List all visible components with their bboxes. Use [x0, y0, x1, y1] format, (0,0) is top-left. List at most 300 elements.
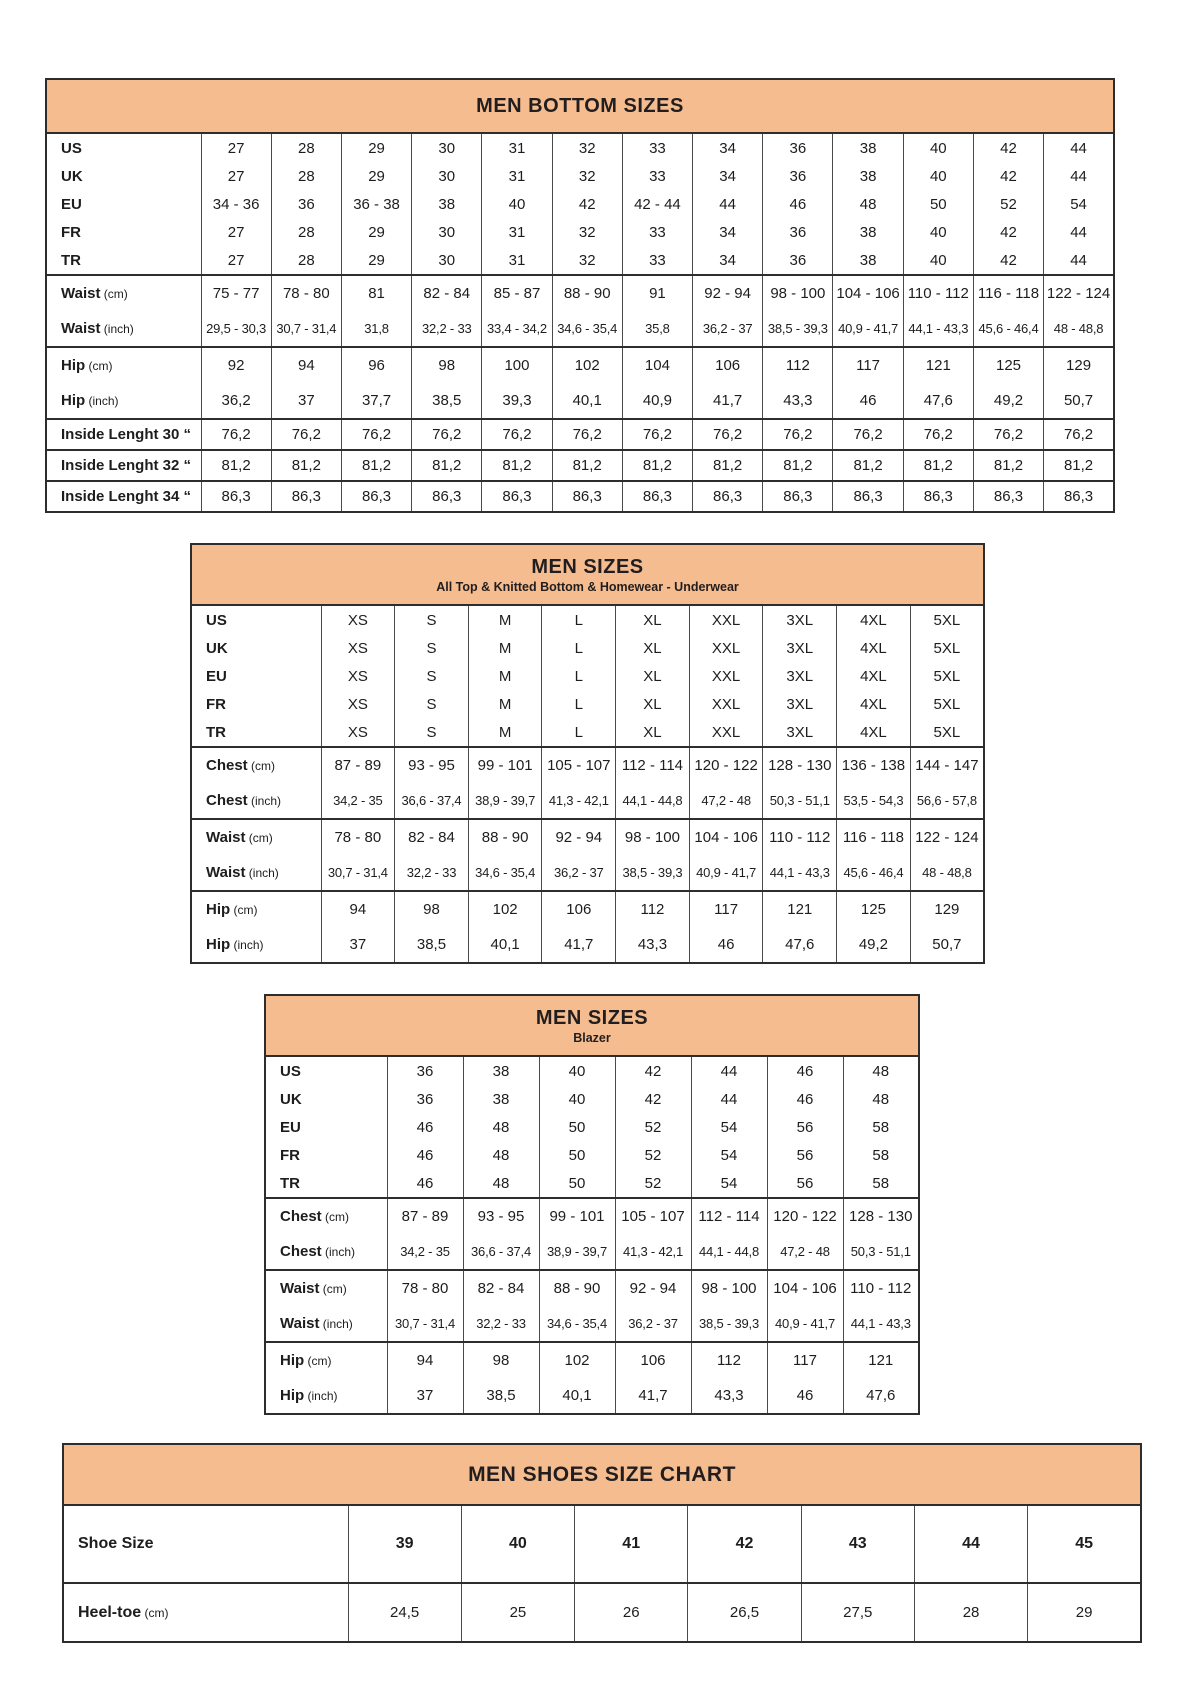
row-label	[265, 1270, 387, 1306]
row-label-text: Chest	[280, 1208, 322, 1225]
row-label	[191, 718, 321, 747]
table-cell: 30,7 - 31,4	[387, 1306, 463, 1342]
table-cell: 3XL	[763, 690, 837, 718]
size-charts-page	[0, 78, 1200, 1643]
men-sizes-tops-section	[190, 543, 1200, 964]
table-cell: 81,2	[552, 450, 622, 481]
table-cell: 128 - 130	[763, 747, 837, 783]
row-label-unit: (inch)	[304, 1389, 338, 1403]
table-cell: 52	[973, 190, 1043, 218]
table-cell: 76,2	[482, 419, 552, 450]
table-cell: 31	[482, 218, 552, 246]
row-label-unit: (inch)	[319, 1317, 353, 1331]
table-cell: 110 - 112	[903, 275, 973, 311]
table-cell: 121	[843, 1342, 919, 1378]
table-cell: 76,2	[973, 419, 1043, 450]
row-label	[46, 190, 201, 218]
row-label-text: Hip	[280, 1352, 305, 1369]
table-cell: 43,3	[616, 927, 690, 963]
table-cell: 58	[843, 1113, 919, 1141]
table-cell: 42	[552, 190, 622, 218]
table-cell: 87 - 89	[321, 747, 395, 783]
table-cell: 81,2	[693, 450, 763, 481]
table-cell: 93 - 95	[463, 1198, 539, 1234]
table-cell: 32,2 - 33	[412, 311, 482, 347]
row-label-text: Waist	[206, 829, 246, 846]
table-cell: 98 - 100	[616, 819, 690, 855]
table-cell: 43,3	[691, 1378, 767, 1414]
row-label-unit: (cm)	[321, 1210, 350, 1224]
table-cell: 34 - 36	[201, 190, 271, 218]
table-cell: 76,2	[552, 419, 622, 450]
table-row	[191, 927, 984, 963]
table-cell: 38,5 - 39,3	[691, 1306, 767, 1342]
table-cell: 112 - 114	[616, 747, 690, 783]
table-cell: 31,8	[341, 311, 411, 347]
table-cell: 54	[1044, 190, 1114, 218]
table-cell: M	[468, 662, 542, 690]
table-cell: 36	[763, 218, 833, 246]
table-cell: 81,2	[903, 450, 973, 481]
table-cell: S	[395, 662, 469, 690]
table-cell: 40	[903, 133, 973, 162]
table-cell: 41	[575, 1505, 688, 1583]
table-row	[265, 1169, 919, 1198]
table-cell: 112	[763, 347, 833, 383]
table-cell: 36,6 - 37,4	[395, 783, 469, 819]
table-cell: 36,2 - 37	[542, 855, 616, 891]
table-cell: 42	[973, 133, 1043, 162]
table-cell: 50,3 - 51,1	[843, 1234, 919, 1270]
table-cell: 86,3	[341, 481, 411, 512]
table-cell: 99 - 101	[468, 747, 542, 783]
table-cell: 38	[463, 1085, 539, 1113]
table-header	[63, 1444, 1141, 1505]
row-label-unit: (cm)	[230, 903, 258, 917]
row-label	[63, 1583, 348, 1642]
table-row	[46, 419, 1114, 450]
row-label	[191, 747, 321, 783]
row-label-text: Hip	[61, 357, 86, 374]
table-cell: 5XL	[910, 662, 984, 690]
table-cell: 4XL	[837, 690, 911, 718]
table-cell: 47,6	[763, 927, 837, 963]
table-cell: 38,9 - 39,7	[539, 1234, 615, 1270]
table-cell: 76,2	[903, 419, 973, 450]
row-label-text: Waist	[280, 1315, 320, 1332]
table-cell: 36 - 38	[341, 190, 411, 218]
row-label-text: FR	[206, 695, 226, 713]
table-cell: 42 - 44	[622, 190, 692, 218]
table-cell: S	[395, 634, 469, 662]
table-cell: 34	[693, 246, 763, 275]
table-cell: M	[468, 634, 542, 662]
table-cell: 3XL	[763, 605, 837, 634]
row-label-text: US	[61, 139, 82, 157]
table-cell: 81,2	[833, 450, 903, 481]
table-cell: 82 - 84	[395, 819, 469, 855]
table-cell: 42	[973, 162, 1043, 190]
table-cell: 94	[271, 347, 341, 383]
table-cell: 27	[201, 133, 271, 162]
table-cell: 36	[763, 133, 833, 162]
table-cell: 94	[321, 891, 395, 927]
row-label-text: EU	[61, 195, 82, 213]
table-cell: 78 - 80	[321, 819, 395, 855]
table-cell: M	[468, 605, 542, 634]
table-cell: 36,6 - 37,4	[463, 1234, 539, 1270]
table-title: MEN SIZES	[535, 1006, 649, 1029]
table-cell: 26	[575, 1583, 688, 1642]
table-cell: 40,9 - 41,7	[689, 855, 763, 891]
table-cell: 104 - 106	[689, 819, 763, 855]
row-label-text: Chest	[206, 792, 248, 809]
table-cell: 50	[539, 1113, 615, 1141]
row-label-text: UK	[280, 1090, 302, 1108]
table-cell: 36,2 - 37	[615, 1306, 691, 1342]
table-cell: 54	[691, 1113, 767, 1141]
table-cell: 26,5	[688, 1583, 801, 1642]
table-cell: 29	[1028, 1583, 1141, 1642]
table-cell: 38,5 - 39,3	[763, 311, 833, 347]
table-cell: 28	[914, 1583, 1027, 1642]
table-cell: 91	[622, 275, 692, 311]
table-cell: 86,3	[1044, 481, 1114, 512]
table-cell: 40	[539, 1056, 615, 1085]
table-row	[191, 634, 984, 662]
table-cell: 48 - 48,8	[910, 855, 984, 891]
table-cell: 81,2	[201, 450, 271, 481]
table-cell: S	[395, 605, 469, 634]
table-cell: 45,6 - 46,4	[973, 311, 1043, 347]
table-cell: 50	[903, 190, 973, 218]
table-cell: 5XL	[910, 690, 984, 718]
row-label-text: Shoe Size	[78, 1535, 154, 1552]
table-cell: 38	[833, 162, 903, 190]
row-label-unit: (inch)	[245, 866, 279, 880]
table-row	[191, 819, 984, 855]
table-row	[265, 1085, 919, 1113]
row-label-text: Chest	[280, 1243, 322, 1260]
table-cell: XL	[616, 718, 690, 747]
table-cell: 34	[693, 133, 763, 162]
table-cell: 81	[341, 275, 411, 311]
row-label	[265, 1378, 387, 1414]
table-cell: 48	[833, 190, 903, 218]
row-label-text: US	[206, 611, 227, 629]
table-cell: XXL	[689, 690, 763, 718]
row-label	[46, 218, 201, 246]
row-label	[265, 1198, 387, 1234]
table-cell: XS	[321, 718, 395, 747]
row-label-text: Inside Lenght 34 “	[61, 488, 192, 505]
table-cell: XL	[616, 690, 690, 718]
table-cell: 100	[482, 347, 552, 383]
table-cell: 102	[468, 891, 542, 927]
men-sizes-tops-table	[190, 543, 985, 964]
table-cell: 36	[271, 190, 341, 218]
table-cell: 35,8	[622, 311, 692, 347]
table-row	[46, 347, 1114, 383]
table-cell: 28	[271, 133, 341, 162]
table-cell: 38	[833, 246, 903, 275]
table-cell: XL	[616, 662, 690, 690]
row-label	[265, 1085, 387, 1113]
row-label	[191, 927, 321, 963]
table-cell: 4XL	[837, 662, 911, 690]
table-cell: 44	[1044, 246, 1114, 275]
table-cell: 3XL	[763, 634, 837, 662]
table-cell: 52	[615, 1141, 691, 1169]
men-bottom-sizes-section	[45, 78, 1200, 513]
row-label-text: US	[280, 1062, 301, 1080]
table-cell: 125	[973, 347, 1043, 383]
table-row	[191, 891, 984, 927]
table-cell: 34	[693, 162, 763, 190]
table-cell: XXL	[689, 662, 763, 690]
table-cell: XXL	[689, 605, 763, 634]
row-label-text: TR	[280, 1174, 300, 1192]
table-row	[265, 1270, 919, 1306]
table-cell: 121	[903, 347, 973, 383]
table-cell: 36	[387, 1085, 463, 1113]
row-label	[46, 133, 201, 162]
table-header	[191, 544, 984, 605]
row-label-unit: (cm)	[141, 1605, 169, 1620]
row-label-text: Waist	[61, 285, 101, 302]
table-row	[46, 190, 1114, 218]
table-cell: XL	[616, 634, 690, 662]
table-title: MEN SHOES SIZE CHART	[468, 1462, 736, 1486]
table-cell: 41,7	[693, 383, 763, 419]
table-cell: 86,3	[482, 481, 552, 512]
row-label-text: Hip	[206, 901, 231, 918]
table-cell: 40,1	[539, 1378, 615, 1414]
row-label-unit: (cm)	[304, 1354, 332, 1368]
row-label	[191, 605, 321, 634]
table-cell: 48	[843, 1085, 919, 1113]
table-cell: 44,1 - 43,3	[903, 311, 973, 347]
table-cell: 31	[482, 162, 552, 190]
table-row	[191, 855, 984, 891]
table-cell: 78 - 80	[387, 1270, 463, 1306]
row-label-text: Hip	[280, 1387, 305, 1404]
row-label	[191, 662, 321, 690]
table-row	[191, 747, 984, 783]
table-cell: 54	[691, 1141, 767, 1169]
row-label	[46, 311, 201, 347]
men-sizes-blazer-section	[264, 994, 1200, 1415]
table-cell: 5XL	[910, 718, 984, 747]
table-cell: 30,7 - 31,4	[321, 855, 395, 891]
table-cell: 39	[348, 1505, 461, 1583]
table-cell: 28	[271, 218, 341, 246]
table-cell: 5XL	[910, 605, 984, 634]
table-cell: 25	[461, 1583, 574, 1642]
table-cell: 86,3	[622, 481, 692, 512]
table-cell: 39,3	[482, 383, 552, 419]
table-cell: XS	[321, 605, 395, 634]
table-cell: 33	[622, 162, 692, 190]
table-cell: 96	[341, 347, 411, 383]
table-cell: 117	[689, 891, 763, 927]
row-label-text: FR	[280, 1146, 300, 1164]
row-label-text: UK	[61, 167, 83, 185]
table-cell: 43	[801, 1505, 914, 1583]
table-cell: 24,5	[348, 1583, 461, 1642]
table-cell: 92 - 94	[615, 1270, 691, 1306]
table-cell: 44	[914, 1505, 1027, 1583]
men-sizes-blazer-table	[264, 994, 920, 1415]
table-cell: 3XL	[763, 662, 837, 690]
table-cell: 43,3	[763, 383, 833, 419]
row-label	[265, 1234, 387, 1270]
row-label-text: Chest	[206, 757, 248, 774]
table-cell: 86,3	[763, 481, 833, 512]
table-cell: 48 - 48,8	[1044, 311, 1114, 347]
table-cell: 98 - 100	[763, 275, 833, 311]
table-cell: 122 - 124	[1044, 275, 1114, 311]
table-cell: 40	[903, 246, 973, 275]
table-cell: 46	[767, 1378, 843, 1414]
table-row	[46, 450, 1114, 481]
table-cell: 48	[843, 1056, 919, 1085]
table-cell: 34,2 - 35	[321, 783, 395, 819]
table-cell: 33	[622, 246, 692, 275]
table-cell: 42	[973, 218, 1043, 246]
table-cell: 76,2	[341, 419, 411, 450]
table-cell: 120 - 122	[689, 747, 763, 783]
table-cell: 76,2	[833, 419, 903, 450]
table-cell: 76,2	[412, 419, 482, 450]
table-cell: 54	[691, 1169, 767, 1198]
table-cell: XS	[321, 690, 395, 718]
table-cell: 44	[691, 1085, 767, 1113]
table-cell: 44	[1044, 162, 1114, 190]
row-label	[46, 481, 201, 512]
table-cell: M	[468, 690, 542, 718]
row-label-text: Waist	[206, 864, 246, 881]
table-cell: 29	[341, 246, 411, 275]
table-cell: 78 - 80	[271, 275, 341, 311]
table-cell: 81,2	[341, 450, 411, 481]
table-cell: 5XL	[910, 634, 984, 662]
table-cell: 40	[461, 1505, 574, 1583]
table-cell: 40,9 - 41,7	[833, 311, 903, 347]
table-cell: 106	[542, 891, 616, 927]
table-cell: 76,2	[1044, 419, 1114, 450]
table-cell: 47,6	[903, 383, 973, 419]
table-cell: 38	[833, 218, 903, 246]
table-cell: 58	[843, 1141, 919, 1169]
table-row	[191, 605, 984, 634]
table-cell: 98	[463, 1342, 539, 1378]
table-cell: 85 - 87	[482, 275, 552, 311]
table-cell: 46	[387, 1169, 463, 1198]
row-label-text: Waist	[61, 320, 101, 337]
table-cell: 30	[412, 246, 482, 275]
table-cell: 44	[691, 1056, 767, 1085]
table-cell: XL	[616, 605, 690, 634]
table-cell: 40	[539, 1085, 615, 1113]
table-cell: 104 - 106	[833, 275, 903, 311]
table-cell: 41,3 - 42,1	[542, 783, 616, 819]
table-cell: 27	[201, 218, 271, 246]
table-cell: 92	[201, 347, 271, 383]
table-cell: 117	[833, 347, 903, 383]
table-cell: 32	[552, 162, 622, 190]
table-cell: 75 - 77	[201, 275, 271, 311]
table-cell: 104 - 106	[767, 1270, 843, 1306]
table-cell: 34	[693, 218, 763, 246]
table-cell: 38,5	[412, 383, 482, 419]
table-cell: 30	[412, 133, 482, 162]
row-label	[46, 347, 201, 383]
table-cell: 40	[903, 218, 973, 246]
row-label	[46, 419, 201, 450]
row-label-unit: (inch)	[85, 394, 119, 408]
table-cell: 106	[693, 347, 763, 383]
table-cell: 86,3	[693, 481, 763, 512]
row-label-unit: (inch)	[230, 938, 264, 952]
table-cell: 46	[689, 927, 763, 963]
row-label-text: Inside Lenght 32 “	[61, 457, 192, 474]
table-cell: 76,2	[693, 419, 763, 450]
row-label	[265, 1056, 387, 1085]
table-cell: 92 - 94	[542, 819, 616, 855]
row-label	[46, 246, 201, 275]
table-row	[46, 383, 1114, 419]
table-cell: 144 - 147	[910, 747, 984, 783]
table-cell: 27	[201, 162, 271, 190]
table-cell: 76,2	[201, 419, 271, 450]
row-label-unit: (cm)	[85, 359, 113, 373]
table-cell: 86,3	[271, 481, 341, 512]
table-cell: 56	[767, 1113, 843, 1141]
table-row	[265, 1113, 919, 1141]
table-cell: 125	[837, 891, 911, 927]
table-cell: 29	[341, 133, 411, 162]
table-cell: 32,2 - 33	[463, 1306, 539, 1342]
men-bottom-sizes-table	[45, 78, 1115, 513]
table-cell: 30	[412, 218, 482, 246]
row-label-text: EU	[280, 1118, 301, 1136]
table-cell: 37	[271, 383, 341, 419]
table-cell: 46	[833, 383, 903, 419]
row-label-text: TR	[206, 723, 226, 741]
table-row	[265, 1306, 919, 1342]
row-label-unit: (cm)	[319, 1282, 347, 1296]
row-label-text: UK	[206, 639, 228, 657]
row-label-text: Inside Lenght 30 “	[61, 426, 192, 443]
table-cell: 86,3	[903, 481, 973, 512]
table-cell: 33	[622, 218, 692, 246]
table-cell: 98	[395, 891, 469, 927]
table-cell: 3XL	[763, 718, 837, 747]
table-cell: 76,2	[622, 419, 692, 450]
table-cell: 33	[622, 133, 692, 162]
table-row	[46, 275, 1114, 311]
row-label	[265, 1169, 387, 1198]
table-cell: 52	[615, 1113, 691, 1141]
table-cell: 81,2	[1044, 450, 1114, 481]
table-cell: 31	[482, 246, 552, 275]
table-cell: XXL	[689, 718, 763, 747]
table-cell: 32	[552, 246, 622, 275]
table-cell: 117	[767, 1342, 843, 1378]
table-row	[265, 1378, 919, 1414]
table-cell: 37	[321, 927, 395, 963]
